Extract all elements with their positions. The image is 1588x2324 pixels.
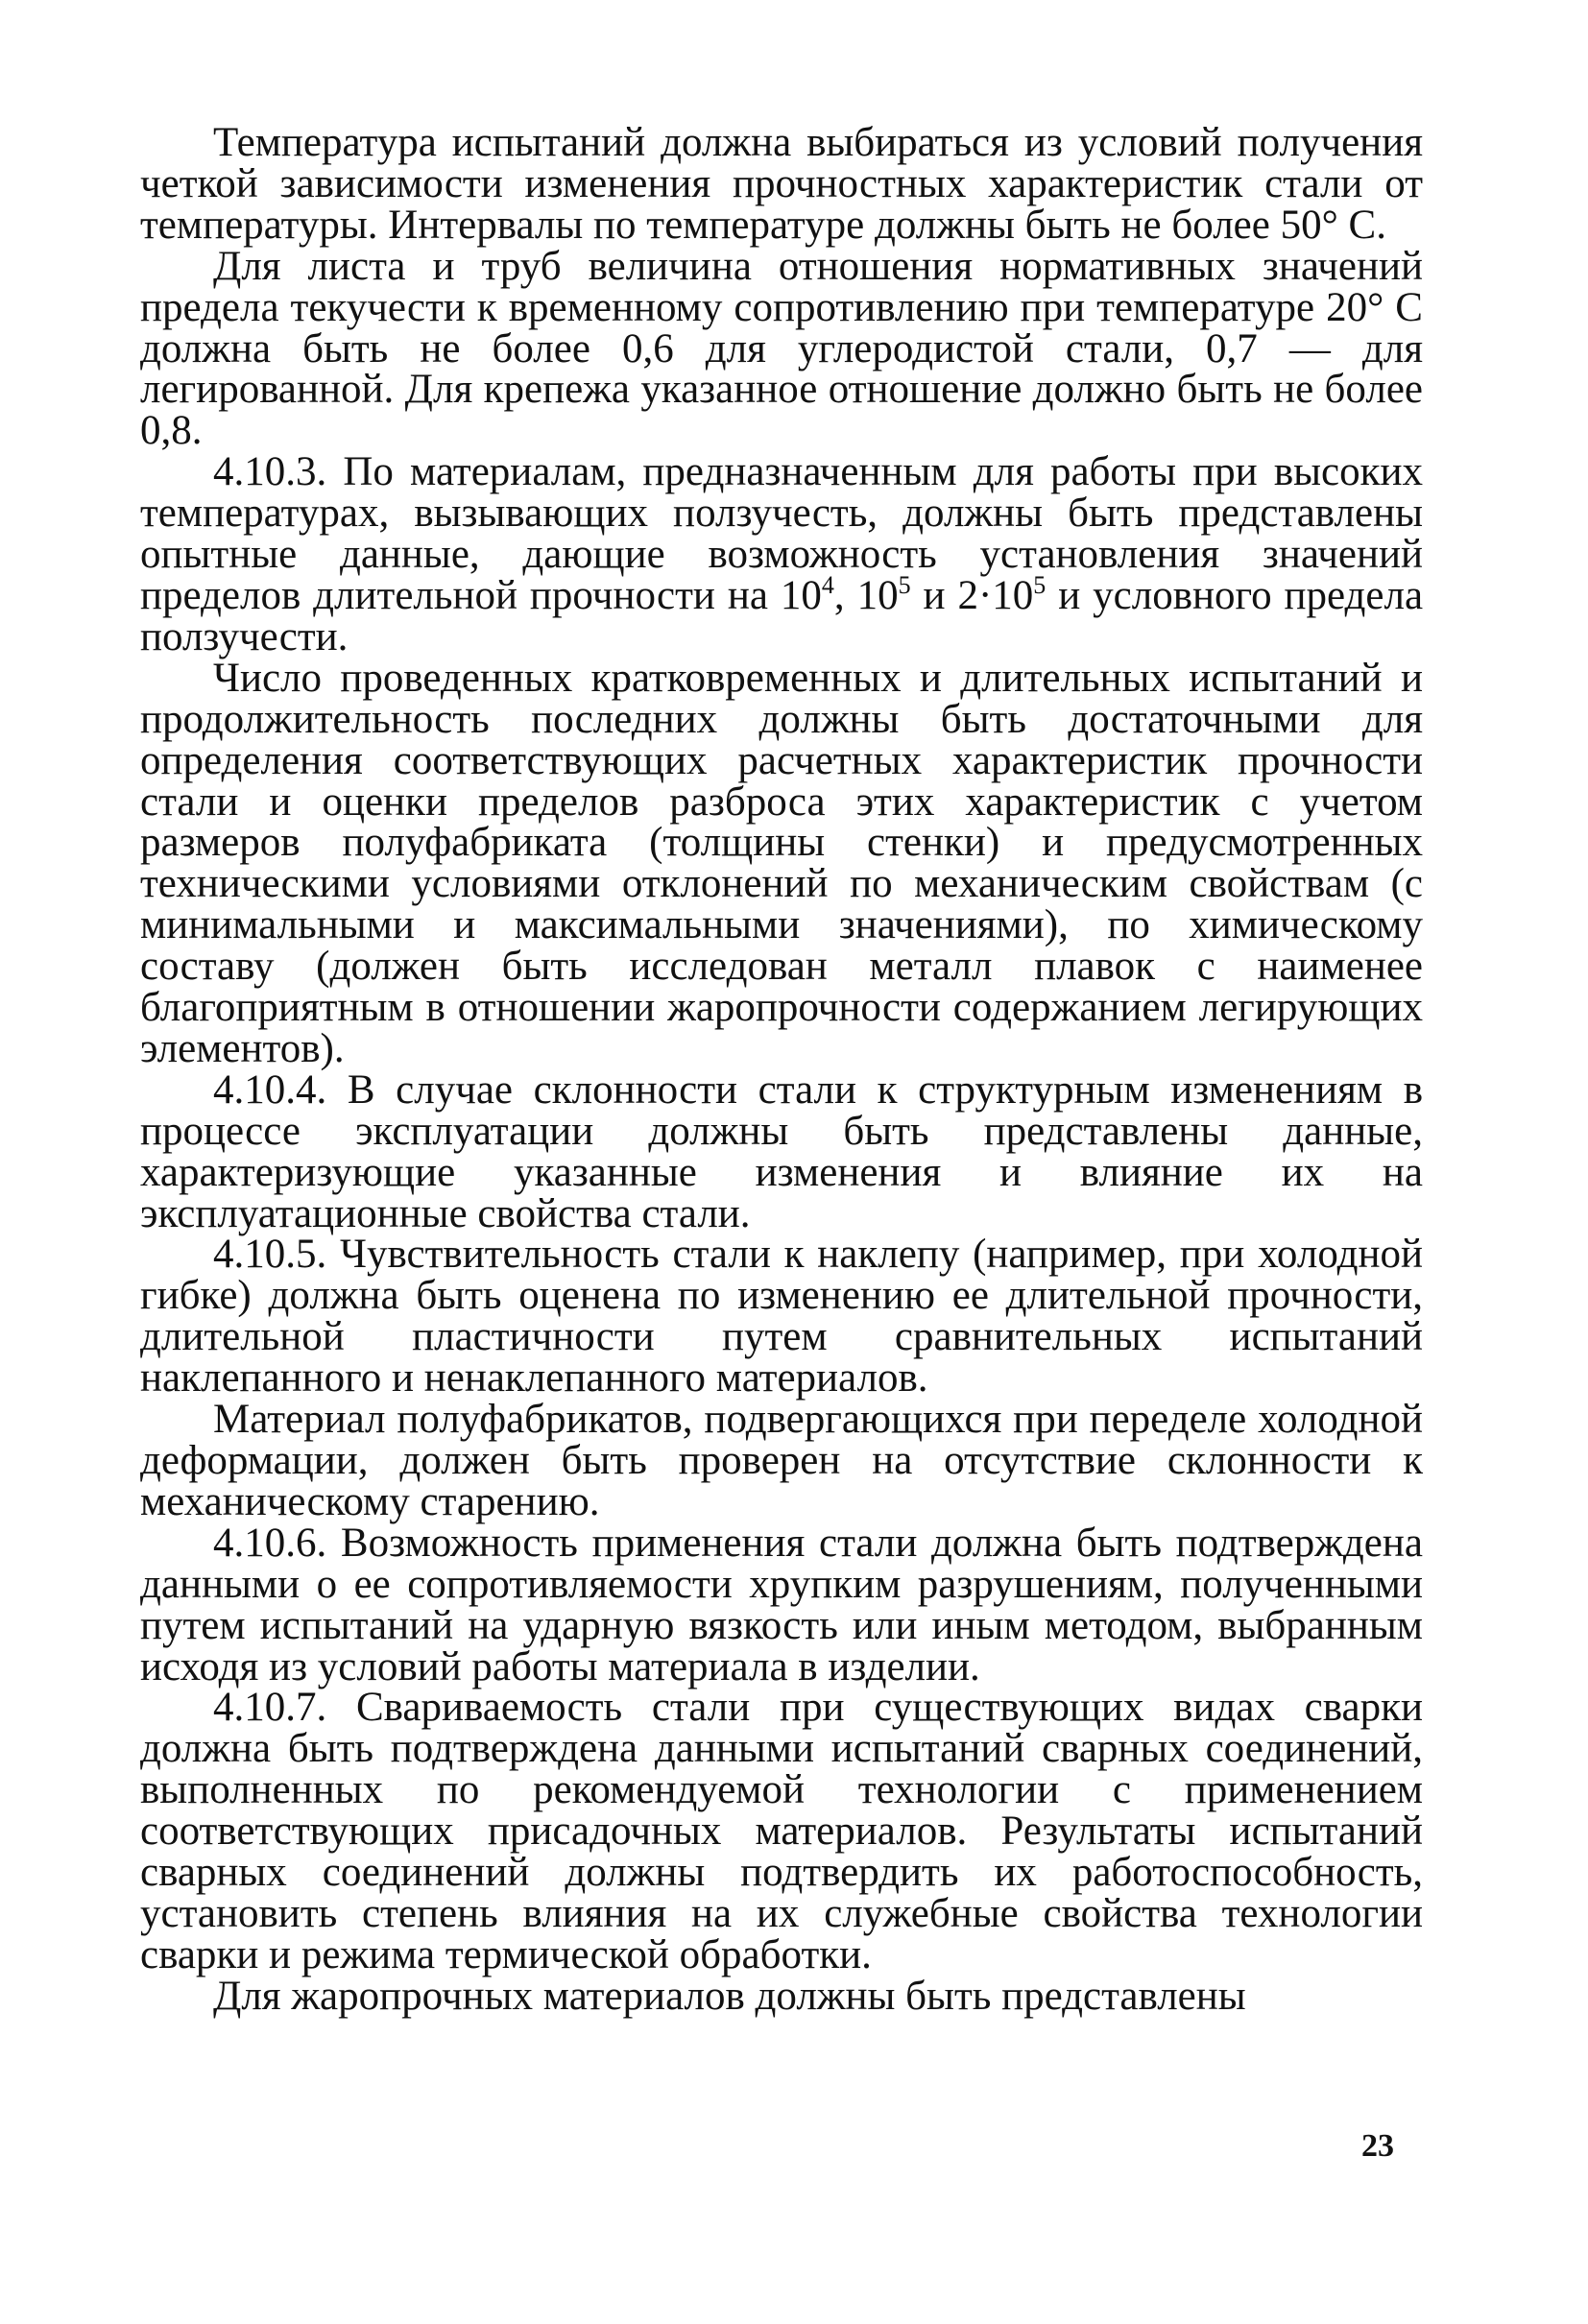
duration-3-exponent: 5 [1033, 570, 1047, 599]
document-page [140, 120, 1424, 2019]
duration-conjunction: и [923, 572, 946, 618]
duration-2-base: 10 [856, 572, 899, 618]
duration-3-base: 2·10 [957, 572, 1034, 618]
duration-2-exponent: 5 [898, 570, 911, 599]
duration-1-base: 10 [780, 572, 822, 618]
paragraph-test-count: Число проведенных кратковременных и длительных испытаний и продолжительность последних должны быть достаточными для определения соответствующих расчетных характеристик прочности стали и оценки пределов разброса этих характеристик с учетом размеров полуфабриката (толщины стенки) и предусмотренных техническими условиями отклонений по механическим свойствам (с минимальными и максимальными значениями), по химическому составу (должен быть исследован металл плавок с наименее благоприятным в отношении жаропрочности содержанием легирующих элементов). [140, 655, 1423, 1071]
paragraph-4-10-5: 4.10.5. Чувствительность стали к наклепу (например, при холодной гибке) должна быть оценена по изменению ее длительной прочности, длительной пластичности путем сравнительных испытаний наклепанного и ненаклепанного материалов. [140, 1232, 1423, 1402]
paragraph-4-10-6: 4.10.6. Возможность применения стали должна быть подтверждена данными о ее сопротивляемости хрупким разрушениям, полученными путем испытаний на ударную вязкость или иным методом, выбранным исходя из условий работы материала в изделии. [140, 1520, 1423, 1689]
page-number: 23 [1361, 2128, 1394, 2164]
paragraph-4-10-7: 4.10.7. Свариваемость стали при существующих видах сварки должна быть подтверждена данными испытаний сварных соединений, выполненных по рекомендуемой технологии с применением соответствующих присадочных материалов. Результаты испытаний сварных соединений должны подтвердить их работоспособность, установить степень влияния на их служебные свойства технологии сварки и режима термической обработки. [140, 1685, 1423, 1977]
duration-1-exponent: 4 [821, 570, 834, 599]
paragraph-4-10-3-text: 4.10.3. По материалам, предназначенным для работы при высоких температурах, вызывающих ползучесть, должны быть представлены опытные данные, дающие возможность установления значений пределов длительной прочности на [140, 449, 1423, 618]
paragraph-yield-ratio: Для листа и труб величина отношения нормативных значений предела текучести к временному сопротивлению при температуре 20° С должна быть не более 0,6 для углеродистой стали, 0,7 — для легированной. Для крепежа указанное отношение должно быть не более 0,8. [140, 243, 1423, 454]
paragraph-4-10-3-tail: и условного предела ползучести. [140, 572, 1424, 659]
paragraph-aging: Материал полуфабрикатов, подвергающихся при переделе холодной деформации, должен быть проверен на отсутствие склонности к механическому старению. [140, 1397, 1423, 1524]
paragraph-heat-resistant: Для жаропрочных материалов должны быть представлены [213, 1973, 1246, 2019]
paragraph-4-10-4: 4.10.4. В случае склонности стали к структурным изменениям в процессе эксплуатации должны быть представлены данные, характеризующие указанные изменения и влияние их на эксплуатационные свойства стали. [140, 1066, 1423, 1236]
paragraph-4-10-3 [140, 449, 1424, 659]
paragraph-test-temperature: Температура испытаний должна выбираться из условий получения четкой зависимости изменения прочностных характеристик стали от температуры. Интервалы по температуре должны быть не более 50° С. [140, 120, 1423, 248]
duration-separator: , [833, 572, 845, 618]
